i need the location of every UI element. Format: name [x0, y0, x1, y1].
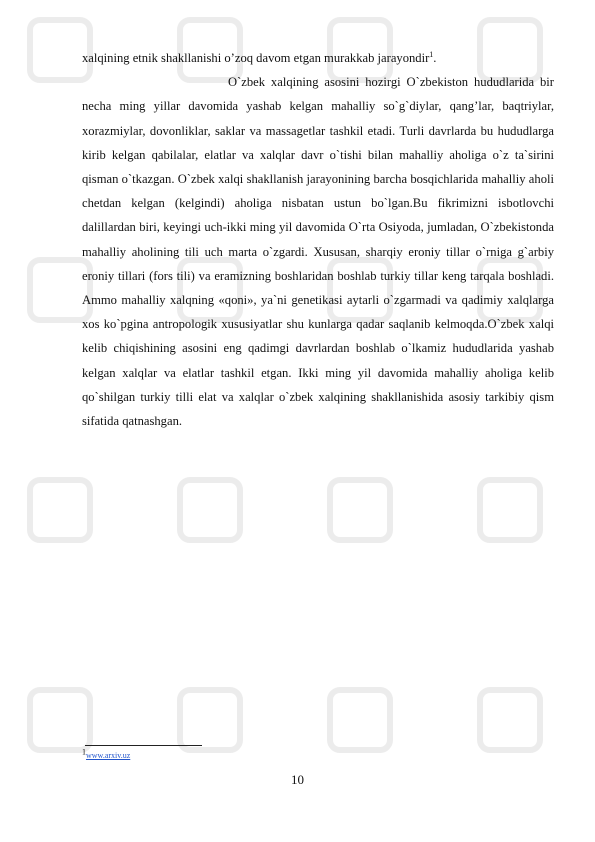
main-paragraph: O`zbek xalqining asosini hozirgi O`zbekiston hududlarida bir necha ming yillar davomida yashab kelgan mahalliy so`g`diylar, qang’lar, baqtriylar, xorazmiylar, dovonliklar, saklar va massagetlar tashkil etadi. Turli davrlarda bu hududlarga kirib kelgan qabilalar, elatlar va xalqlar davr o`tishi bilan mahalliy aholiga o`z ta`sirini qisman o`tkazgan. O`zbek xalqi shakllanish jarayonining barcha bosqichlarida mahalliy aholi chetdan kelgan (kelgindi) aholiga nisbatan ustun bo`lgan.Bu fikrimizni isbotlovchi dalillardan biri, keyingi uch-ikki ming yil davomida O`rta Osiyoda, jumladan, O`zbekistonda mahalliy aholining tili uch marta o`zgardi. Xususan, sharqiy eroniy tillar o`rniga g`arbiy eroniy tillari (fors tili) va eramizning boshlaridan boshlab turkiy tillar keng tarqala boshladi. Ammo mahalliy xalqning «qoni», ya`ni genetikasi aytarli o`zgarmadi va qadimiy xalqlarga xos ko`pgina antropologik xususiyatlar shu kunlarga qadar saqlanib kelmoqda.O`zbek xalqi kelib chiqishining asosini eng qadimgi davrlardan boshlab o`lkamiz hududlarida yashab kelgan xalqlar va elatlar tashkil etgan. Ikki ming yil davomida mahalliy aholiga kelib qo`shilgan turkiy tilli elat va xalqlar o`zbek xalqining shakllanishida asosiy tarkibiy qism sifatida qatnashgan.	[82, 75, 554, 429]
page-number: 10	[291, 772, 304, 787]
opening-line-period: .	[433, 51, 437, 65]
opening-line	[82, 46, 554, 70]
document-body	[82, 46, 554, 433]
footnote-marker: 1	[429, 49, 434, 59]
footnote-divider	[85, 745, 202, 746]
footnote-number: 1	[82, 747, 86, 757]
footnote	[82, 747, 131, 760]
footnote-link[interactable]: www.arxiv.uz	[86, 751, 131, 760]
opening-line-text: xalqining etnik shakllanishi o’zoq davom etgan murakkab jarayondir	[82, 51, 430, 65]
